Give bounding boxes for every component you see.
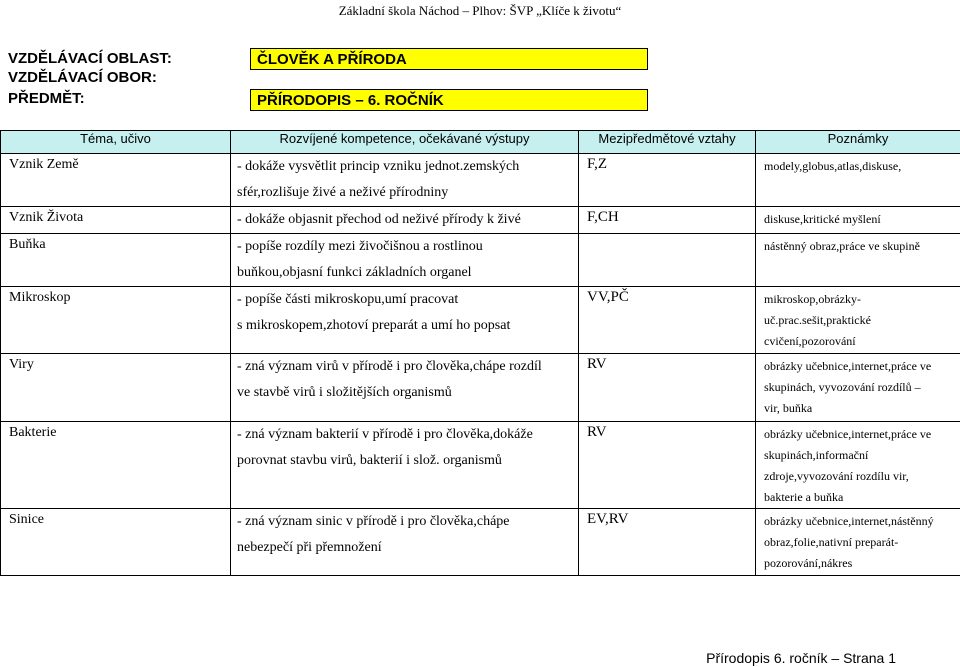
cell-vztahy — [579, 207, 756, 234]
tema-text: Viry — [9, 357, 34, 372]
cell-tema — [1, 287, 231, 354]
cell-tema — [1, 154, 231, 207]
kompetence-line: - zná význam bakterií v přírodě i pro člověka,dokáže — [237, 427, 533, 442]
poznamky-line: obrázky učebnice,internet,nástěnný — [764, 514, 934, 528]
cell-vztahy — [579, 509, 756, 576]
kompetence-line: s mikroskopem,zhotoví preparát a umí ho popsat — [237, 318, 511, 333]
cell-vztahy — [579, 354, 756, 422]
cell-poznamky — [756, 287, 960, 354]
table-row — [1, 422, 960, 509]
cell-kompetence — [231, 207, 579, 234]
kompetence-line: - dokáže vysvětlit princip vzniku jednot.zemských — [237, 159, 520, 174]
cell-tema — [1, 234, 231, 287]
tema-text: Mikroskop — [9, 290, 71, 305]
kompetence-line: - dokáže objasnit přechod od neživé přírody k živé — [237, 212, 521, 227]
cell-tema — [1, 509, 231, 576]
poznamky-line: vir, buňka — [764, 401, 813, 415]
table-header-row — [1, 131, 960, 154]
header-poznamky: Poznámky — [756, 131, 960, 154]
cell-poznamky — [756, 207, 960, 234]
poznamky-line: mikroskop,obrázky- — [764, 292, 861, 306]
cell-vztahy — [579, 287, 756, 354]
cell-tema — [1, 207, 231, 234]
kompetence-line: porovnat stavbu virů, bakterií i slož. organismů — [237, 453, 502, 468]
poznamky-line: zdroje,vyvozování rozdílu vir, — [764, 469, 909, 483]
kompetence-line: buňkou,objasní funkci základních organel — [237, 265, 472, 280]
kompetence-line: - zná význam virů v přírodě i pro člověka,chápe rozdíl — [237, 359, 542, 374]
value-predmet: PŘÍRODOPIS – 6. ROČNÍK — [250, 89, 648, 111]
label-predmet: PŘEDMĚT: — [8, 90, 85, 107]
cell-kompetence — [231, 234, 579, 287]
poznamky-line: diskuse,kritické myšlení — [764, 212, 881, 226]
cell-poznamky — [756, 154, 960, 207]
table-row — [1, 154, 960, 207]
table-row — [1, 234, 960, 287]
kompetence-line: ve stavbě virů i složitějších organismů — [237, 385, 452, 400]
tema-text: Sinice — [9, 512, 44, 527]
table-row — [1, 207, 960, 234]
header-kompetence: Rozvíjené kompetence, očekávané výstupy — [231, 131, 579, 154]
value-oblast: ČLOVĚK A PŘÍRODA — [250, 48, 648, 70]
label-oblast: VZDĚLÁVACÍ OBLAST: — [8, 50, 172, 67]
header-tema: Téma, učivo — [1, 131, 231, 154]
vztahy-text: RV — [587, 356, 607, 372]
table-row — [1, 287, 960, 354]
cell-vztahy — [579, 422, 756, 509]
table-row — [1, 509, 960, 576]
kompetence-line: - zná význam sinic v přírodě i pro člověka,chápe — [237, 514, 510, 529]
cell-kompetence — [231, 154, 579, 207]
vztahy-text: VV,PČ — [587, 289, 629, 305]
tema-text: Bakterie — [9, 425, 57, 440]
tema-text: Buňka — [9, 237, 46, 252]
poznamky-line: cvičení,pozorování — [764, 334, 856, 348]
vztahy-text: RV — [587, 424, 607, 440]
cell-poznamky — [756, 354, 960, 422]
tema-text: Vznik Země — [9, 157, 79, 172]
label-obor: VZDĚLÁVACÍ OBOR: — [8, 69, 157, 86]
cell-kompetence — [231, 287, 579, 354]
page-footer: Přírodopis 6. ročník – Strana 1 — [706, 650, 896, 666]
vztahy-text: EV,RV — [587, 511, 629, 527]
table-row — [1, 354, 960, 422]
poznamky-line: nástěnný obraz,práce ve skupině — [764, 239, 920, 253]
poznamky-line: uč.prac.sešit,praktické — [764, 313, 871, 327]
cell-kompetence — [231, 354, 579, 422]
document-header: Základní škola Náchod – Plhov: ŠVP „Klíče k životu“ — [338, 3, 622, 18]
kompetence-line: sfér,rozlišuje živé a neživé přírodniny — [237, 185, 449, 200]
cell-poznamky — [756, 509, 960, 576]
tema-text: Vznik Života — [9, 210, 84, 225]
cell-kompetence — [231, 422, 579, 509]
cell-kompetence — [231, 509, 579, 576]
kompetence-line: - popíše části mikroskopu,umí pracovat — [237, 292, 459, 307]
cell-vztahy — [579, 154, 756, 207]
cell-poznamky — [756, 234, 960, 287]
cell-tema — [1, 422, 231, 509]
kompetence-line: nebezpečí při přemnožení — [237, 540, 382, 555]
poznamky-line: obraz,folie,nativní preparát- — [764, 535, 899, 549]
poznamky-line: skupinách, vyvozování rozdílů – — [764, 380, 921, 394]
poznamky-line: skupinách,informační — [764, 448, 869, 462]
kompetence-line: - popíše rozdíly mezi živočišnou a rostlinou — [237, 239, 483, 254]
poznamky-line: obrázky učebnice,internet,práce ve — [764, 427, 932, 441]
cell-poznamky — [756, 422, 960, 509]
vztahy-text: F,CH — [587, 209, 619, 225]
poznamky-line: modely,globus,atlas,diskuse, — [764, 159, 902, 173]
poznamky-line: bakterie a buňka — [764, 490, 844, 504]
vztahy-text: F,Z — [587, 156, 608, 172]
poznamky-line: obrázky učebnice,internet,práce ve — [764, 359, 932, 373]
poznamky-line: pozorování,nákres — [764, 556, 853, 570]
cell-tema — [1, 354, 231, 422]
header-vztahy: Mezipředmětové vztahy — [579, 131, 756, 154]
curriculum-table — [0, 130, 960, 576]
cell-vztahy — [579, 234, 756, 287]
